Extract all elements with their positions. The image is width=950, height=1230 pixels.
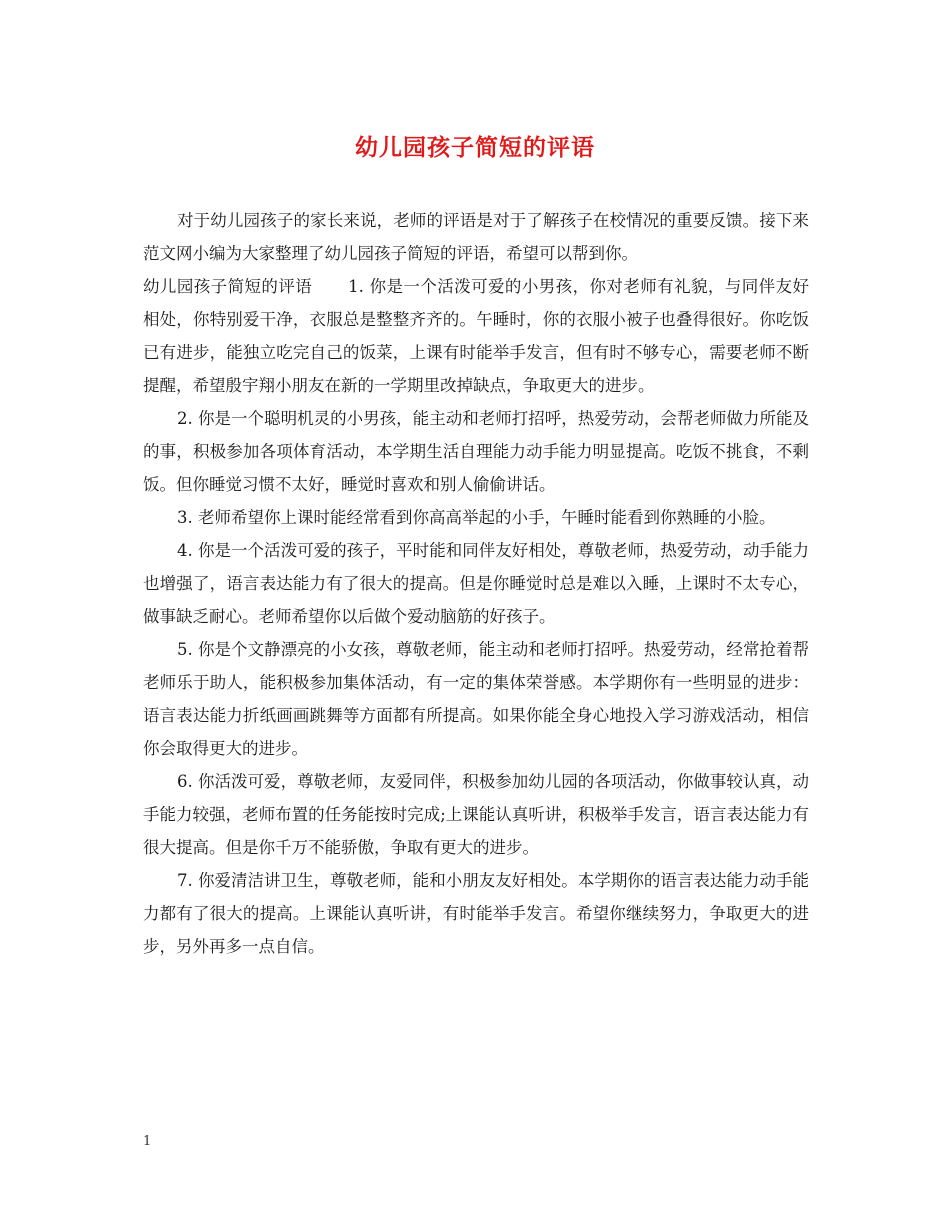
document-title: 幼儿园孩子简短的评语 [355, 134, 595, 161]
section-paragraph [143, 270, 809, 402]
comment-item-1: 1. 你是一个活泼可爱的小男孩，你对老师有礼貌，与同伴友好相处，你特别爱干净，衣服总是整整齐齐的。午睡时，你的衣服小被子也叠得很好。你吃饭已有进步，能独立吃完自己的饭菜，上课有时能举手发言，但有时不够专心，需要老师不断提醒，希望殷宇翔小朋友在新的一学期里改掉缺点，争取更大的进步。 [143, 277, 809, 395]
section-heading: 幼儿园孩子简短的评语 [143, 277, 313, 296]
comment-item-6: 6. 你活泼可爱，尊敬老师，友爱同伴，积极参加幼儿园的各项活动，你做事较认真，动手能力较强，老师布置的任务能按时完成;上课能认真听讲，积极举手发言，语言表达能力有很大提高。但是你千万不能骄傲，争取有更大的进步。 [143, 772, 809, 857]
comment-item-7: 7. 你爱清洁讲卫生，尊敬老师，能和小朋友友好相处。本学期你的语言表达能力动手能力都有了很大的提高。上课能认真听讲，有时能举手发言。希望你继续努力，争取更大的进步，另外再多一点自信。 [143, 871, 809, 956]
intro-paragraph: 对于幼儿园孩子的家长来说，老师的评语是对于了解孩子在校情况的重要反馈。接下来范文网小编为大家整理了幼儿园孩子简短的评语，希望可以帮到你。 [143, 211, 809, 263]
comment-item-3: 3. 老师希望你上课时能经常看到你高高举起的小手，午睡时能看到你熟睡的小脸。 [177, 508, 776, 527]
comment-item-4: 4. 你是一个活泼可爱的孩子，平时能和同伴友好相处，尊敬老师，热爱劳动，动手能力也增强了，语言表达能力有了很大的提高。但是你睡觉时总是难以入睡，上课时不太专心，做事缺乏耐心。老师希望你以后做个爱动脑筋的好孩子。 [143, 541, 809, 626]
comment-item-2: 2. 你是一个聪明机灵的小男孩，能主动和老师打招呼，热爱劳动，会帮老师做力所能及的事，积极参加各项体育活动，本学期生活自理能力动手能力明显提高。吃饭不挑食，不剩饭。但你睡觉习惯不太好，睡觉时喜欢和别人偷偷讲话。 [143, 409, 809, 494]
comment-item-5: 5. 你是个文静漂亮的小女孩，尊敬老师，能主动和老师打招呼。热爱劳动，经常抢着帮老师乐于助人，能积极参加集体活动，有一定的集体荣誉感。本学期你有一些明显的进步：语言表达能力折纸画画跳舞等方面都有所提高。如果你能全身心地投入学习游戏活动，相信你会取得更大的进步。 [143, 640, 809, 758]
page-number: 1 [143, 1134, 152, 1149]
document-body [143, 204, 809, 963]
